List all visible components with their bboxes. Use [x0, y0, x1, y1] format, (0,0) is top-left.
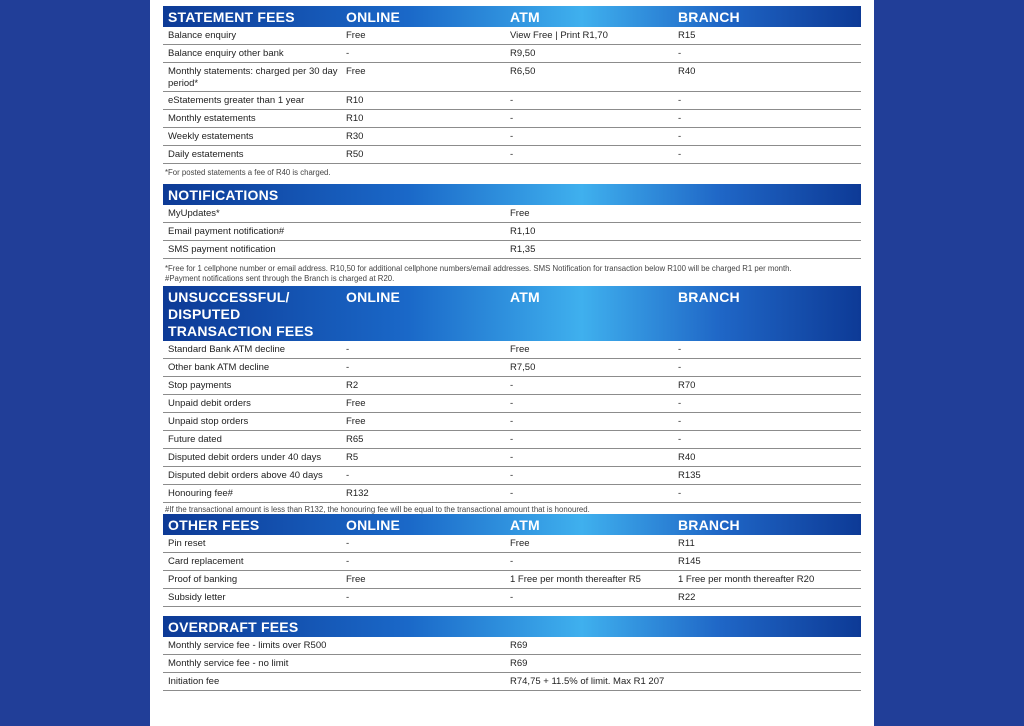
atm-fee: -	[510, 556, 514, 567]
table-row	[163, 128, 861, 146]
section-title: STATEMENT FEES	[168, 9, 295, 25]
section-gap	[163, 607, 861, 616]
online-fee: R5	[346, 452, 359, 463]
atm-fee: -	[510, 592, 514, 603]
branch-fee: R135	[678, 470, 701, 481]
row-label: Monthly statements: charged per 30 day period*	[168, 66, 338, 89]
column-branch: BRANCH	[678, 289, 740, 305]
other-fees-rows	[163, 535, 861, 607]
other-fees-header	[163, 514, 861, 535]
online-fee: -	[346, 538, 350, 549]
notifications-rows	[163, 205, 861, 259]
row-label: SMS payment notification	[168, 244, 276, 255]
row-label: Monthly service fee - no limit	[168, 658, 289, 669]
notifications-note-2: #Payment notifications sent through the Branch is charged at R20.	[165, 274, 395, 283]
row-label: Weekly estatements	[168, 131, 254, 142]
row-label: eStatements greater than 1 year	[168, 95, 305, 106]
table-row	[163, 146, 861, 164]
fee-document-page	[150, 0, 874, 726]
branch-fee: -	[678, 149, 682, 160]
overdraft-fees-rows	[163, 637, 861, 691]
online-fee: -	[346, 470, 350, 481]
row-label: MyUpdates*	[168, 208, 220, 219]
online-fee: -	[346, 556, 350, 567]
atm-fee: -	[510, 113, 514, 124]
table-row	[163, 27, 861, 45]
branch-fee: -	[678, 488, 682, 499]
atm-fee: View Free | Print R1,70	[510, 30, 608, 41]
statement-fees-note: *For posted statements a fee of R40 is charged.	[165, 168, 331, 177]
branch-fee: 1 Free per month thereafter R20	[678, 574, 815, 585]
table-row	[163, 589, 861, 607]
row-label: Disputed debit orders above 40 days	[168, 470, 323, 481]
row-label: Honouring fee#	[168, 488, 233, 499]
row-value: R1,10	[510, 226, 536, 237]
table-row	[163, 431, 861, 449]
table-row	[163, 241, 861, 259]
unsuccessful-fees-rows	[163, 341, 861, 503]
overdraft-fees-header	[163, 616, 861, 637]
table-row	[163, 571, 861, 589]
atm-fee: -	[510, 470, 514, 481]
atm-fee: 1 Free per month thereafter R5	[510, 574, 641, 585]
branch-fee: R15	[678, 30, 696, 41]
branch-fee: R40	[678, 66, 696, 77]
row-value: R74,75 + 11.5% of limit. Max R1 207	[510, 676, 665, 687]
row-label: Subsidy letter	[168, 592, 226, 603]
statement-fees-header	[163, 6, 861, 27]
table-row	[163, 92, 861, 110]
online-fee: Free	[346, 416, 366, 427]
section-title: OTHER FEES	[168, 517, 260, 533]
atm-fee: -	[510, 95, 514, 106]
online-fee: Free	[346, 66, 366, 77]
branch-fee: R11	[678, 538, 695, 549]
section-title: NOTIFICATIONS	[168, 187, 279, 203]
row-label: Future dated	[168, 434, 222, 445]
branch-fee: -	[678, 344, 682, 355]
branch-fee: -	[678, 95, 682, 106]
table-row	[163, 413, 861, 431]
table-row	[163, 467, 861, 485]
table-row	[163, 395, 861, 413]
atm-fee: -	[510, 380, 514, 391]
branch-fee: -	[678, 416, 682, 427]
branch-fee: -	[678, 398, 682, 409]
branch-fee: R22	[678, 592, 696, 603]
row-value: Free	[510, 208, 530, 219]
column-atm: ATM	[510, 517, 540, 533]
table-row	[163, 553, 861, 571]
column-online: ONLINE	[346, 517, 401, 533]
row-label: Monthly estatements	[168, 113, 256, 124]
branch-fee: R145	[678, 556, 701, 567]
row-label: Unpaid debit orders	[168, 398, 251, 409]
table-row	[163, 637, 861, 655]
branch-fee: -	[678, 131, 682, 142]
unsuccessful-fees-note: #If the transactional amount is less than R132, the honouring fee will be equal to the transactional amount that is honoured.	[165, 505, 590, 514]
row-label: Email payment notification#	[168, 226, 285, 237]
table-row	[163, 359, 861, 377]
online-fee: R30	[346, 131, 364, 142]
row-label: Stop payments	[168, 380, 232, 391]
online-fee: R10	[346, 113, 364, 124]
row-label: Unpaid stop orders	[168, 416, 249, 427]
atm-fee: -	[510, 131, 514, 142]
table-row	[163, 341, 861, 359]
row-value: R69	[510, 640, 528, 651]
atm-fee: -	[510, 452, 514, 463]
column-atm: ATM	[510, 9, 540, 25]
title-line: DISPUTED	[168, 306, 241, 322]
row-label: Daily estatements	[168, 149, 244, 160]
atm-fee: -	[510, 398, 514, 409]
atm-fee: -	[510, 149, 514, 160]
online-fee: -	[346, 592, 350, 603]
table-row	[163, 223, 861, 241]
online-fee: Free	[346, 574, 366, 585]
column-atm: ATM	[510, 289, 540, 305]
row-label: Other bank ATM decline	[168, 362, 270, 373]
row-label: Balance enquiry	[168, 30, 237, 41]
online-fee: R2	[346, 380, 359, 391]
section-title	[163, 289, 346, 340]
online-fee: -	[346, 362, 350, 373]
online-fee: -	[346, 48, 350, 59]
branch-fee: -	[678, 434, 682, 445]
branch-fee: R70	[678, 380, 696, 391]
branch-fee: -	[678, 113, 682, 124]
atm-fee: -	[510, 416, 514, 427]
statement-fees-rows	[163, 27, 861, 164]
atm-fee: R7,50	[510, 362, 536, 373]
table-row	[163, 673, 861, 691]
row-label: Proof of banking	[168, 574, 238, 585]
branch-fee: -	[678, 48, 682, 59]
row-value: R69	[510, 658, 528, 669]
atm-fee: -	[510, 434, 514, 445]
online-fee: Free	[346, 30, 366, 41]
row-label: Card replacement	[168, 556, 244, 567]
table-row	[163, 45, 861, 63]
column-online: ONLINE	[346, 9, 401, 25]
notifications-note-1: *Free for 1 cellphone number or email address. R10,50 for additional cellphone numbers/email addresses. SMS Notification for transaction below R100 will be charged R1 per month.	[165, 264, 792, 273]
row-label: Monthly service fee - limits over R500	[168, 640, 327, 651]
online-fee: R10	[346, 95, 364, 106]
atm-fee: Free	[510, 344, 530, 355]
online-fee: -	[346, 344, 350, 355]
row-label: Pin reset	[168, 538, 206, 549]
table-row	[163, 377, 861, 395]
table-row	[163, 205, 861, 223]
atm-fee: Free	[510, 538, 530, 549]
column-branch: BRANCH	[678, 9, 740, 25]
online-fee: R132	[346, 488, 369, 499]
fee-tables	[163, 6, 861, 691]
column-online: ONLINE	[346, 289, 401, 305]
table-row	[163, 535, 861, 553]
table-row	[163, 110, 861, 128]
online-fee: Free	[346, 398, 366, 409]
unsuccessful-fees-header	[163, 286, 861, 341]
atm-fee: R6,50	[510, 66, 536, 77]
branch-fee: R40	[678, 452, 696, 463]
online-fee: R50	[346, 149, 364, 160]
notifications-header	[163, 184, 861, 205]
online-fee: R65	[346, 434, 364, 445]
column-branch: BRANCH	[678, 517, 740, 533]
atm-fee: R9,50	[510, 48, 536, 59]
row-value: R1,35	[510, 244, 536, 255]
title-line: TRANSACTION FEES	[168, 323, 314, 339]
table-row	[163, 485, 861, 503]
row-label: Disputed debit orders under 40 days	[168, 452, 322, 463]
row-label: Initiation fee	[168, 676, 220, 687]
branch-fee: -	[678, 362, 682, 373]
row-label: Balance enquiry other bank	[168, 48, 284, 59]
title-line: UNSUCCESSFUL/	[168, 289, 290, 305]
section-title: OVERDRAFT FEES	[168, 619, 299, 635]
table-row	[163, 63, 861, 92]
table-row	[163, 655, 861, 673]
atm-fee: -	[510, 488, 514, 499]
row-label: Standard Bank ATM decline	[168, 344, 286, 355]
table-row	[163, 449, 861, 467]
